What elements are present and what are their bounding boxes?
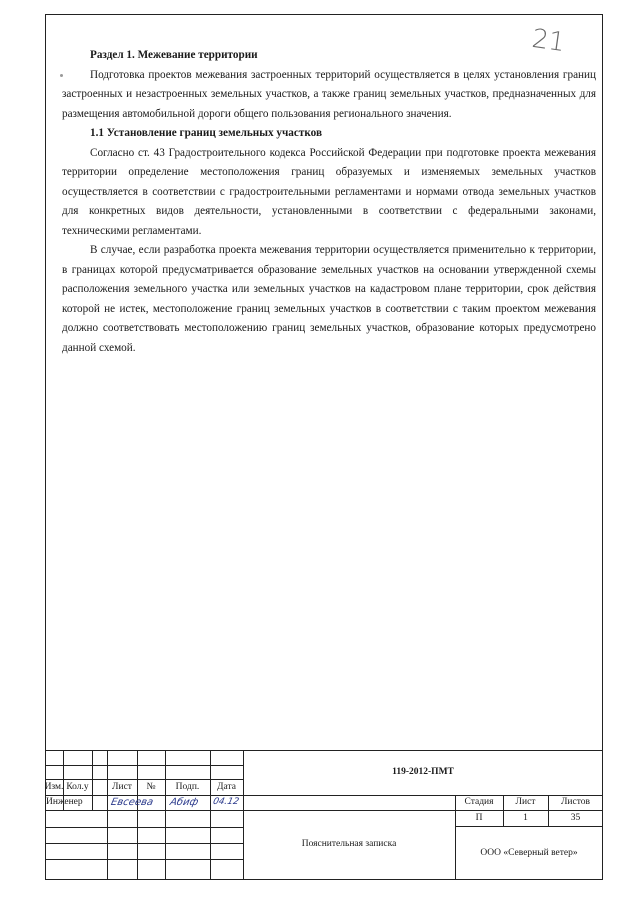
handwritten-surname: Евсеева — [109, 797, 155, 808]
organization-name: ООО «Северный ветер» — [480, 847, 578, 858]
stage-label: Стадия — [464, 797, 494, 808]
sheet-value: 1 — [523, 812, 528, 823]
col-header-sheet: Лист — [112, 781, 132, 792]
handwritten-signature: Абиф — [168, 797, 200, 808]
document-code: 119-2012-ПМТ — [392, 766, 454, 777]
handwritten-date: 04.12 — [211, 797, 240, 807]
col-header-spacer — [45, 780, 107, 795]
paragraph-1: Подготовка проектов межевания застроенных территорий осуществляется в целях установления границ застроенных и незастроенных земельных участков, а также границ земельных участков, предназначенных для размещения автомобильной дороги общего пользования регионального значения. — [62, 68, 596, 120]
title-block-stamp — [45, 750, 603, 880]
col-header-count: Кол.у — [66, 781, 89, 792]
paragraph-3: В случае, если разработка проекта межевания территории осуществляется применительно к территории, в границах которой предусматривается образование земельных участков на основании утвержденной схемы расположения земельного участка или земельных участков на кадастровом плане территории, срок действия которой не истек, местоположение границ земельных участков в соответствии с таким проектом межевания должно соответствовать местоположению границ земельных участков, образование которых предусмотрено данной схемой. — [62, 244, 596, 354]
paragraph-2: Согласно ст. 43 Градостроительного кодекса Российской Федерации при подготовке проекта межевания территории определение местоположения границ образуемых и изменяемых земельных участков осуществляется в соответствии с градостроительными регламентами и нормами отвода земельных участков для конкретных видов деятельности, установленными в соответствии с федеральными законами, техническими регламентами. — [62, 146, 596, 237]
document-name: Пояснительная записка — [301, 839, 397, 850]
col-header-number: № — [146, 781, 156, 792]
sheets-label: Листов — [560, 797, 590, 808]
document-body — [62, 46, 596, 358]
stage-value: П — [475, 812, 483, 823]
col-header-change: Изм. — [45, 781, 63, 792]
sheets-value: 35 — [570, 812, 581, 823]
sheet-label: Лист — [515, 797, 536, 808]
handwritten-page-number: 21 — [530, 23, 568, 59]
subsection-heading: 1.1 Установление границ земельных участков — [90, 127, 322, 139]
section-heading: Раздел 1. Межевание территории — [90, 49, 258, 61]
col-header-date: Дата — [217, 781, 236, 792]
role-label: Инженер — [46, 797, 83, 808]
col-header-signature: Подп. — [175, 781, 200, 792]
